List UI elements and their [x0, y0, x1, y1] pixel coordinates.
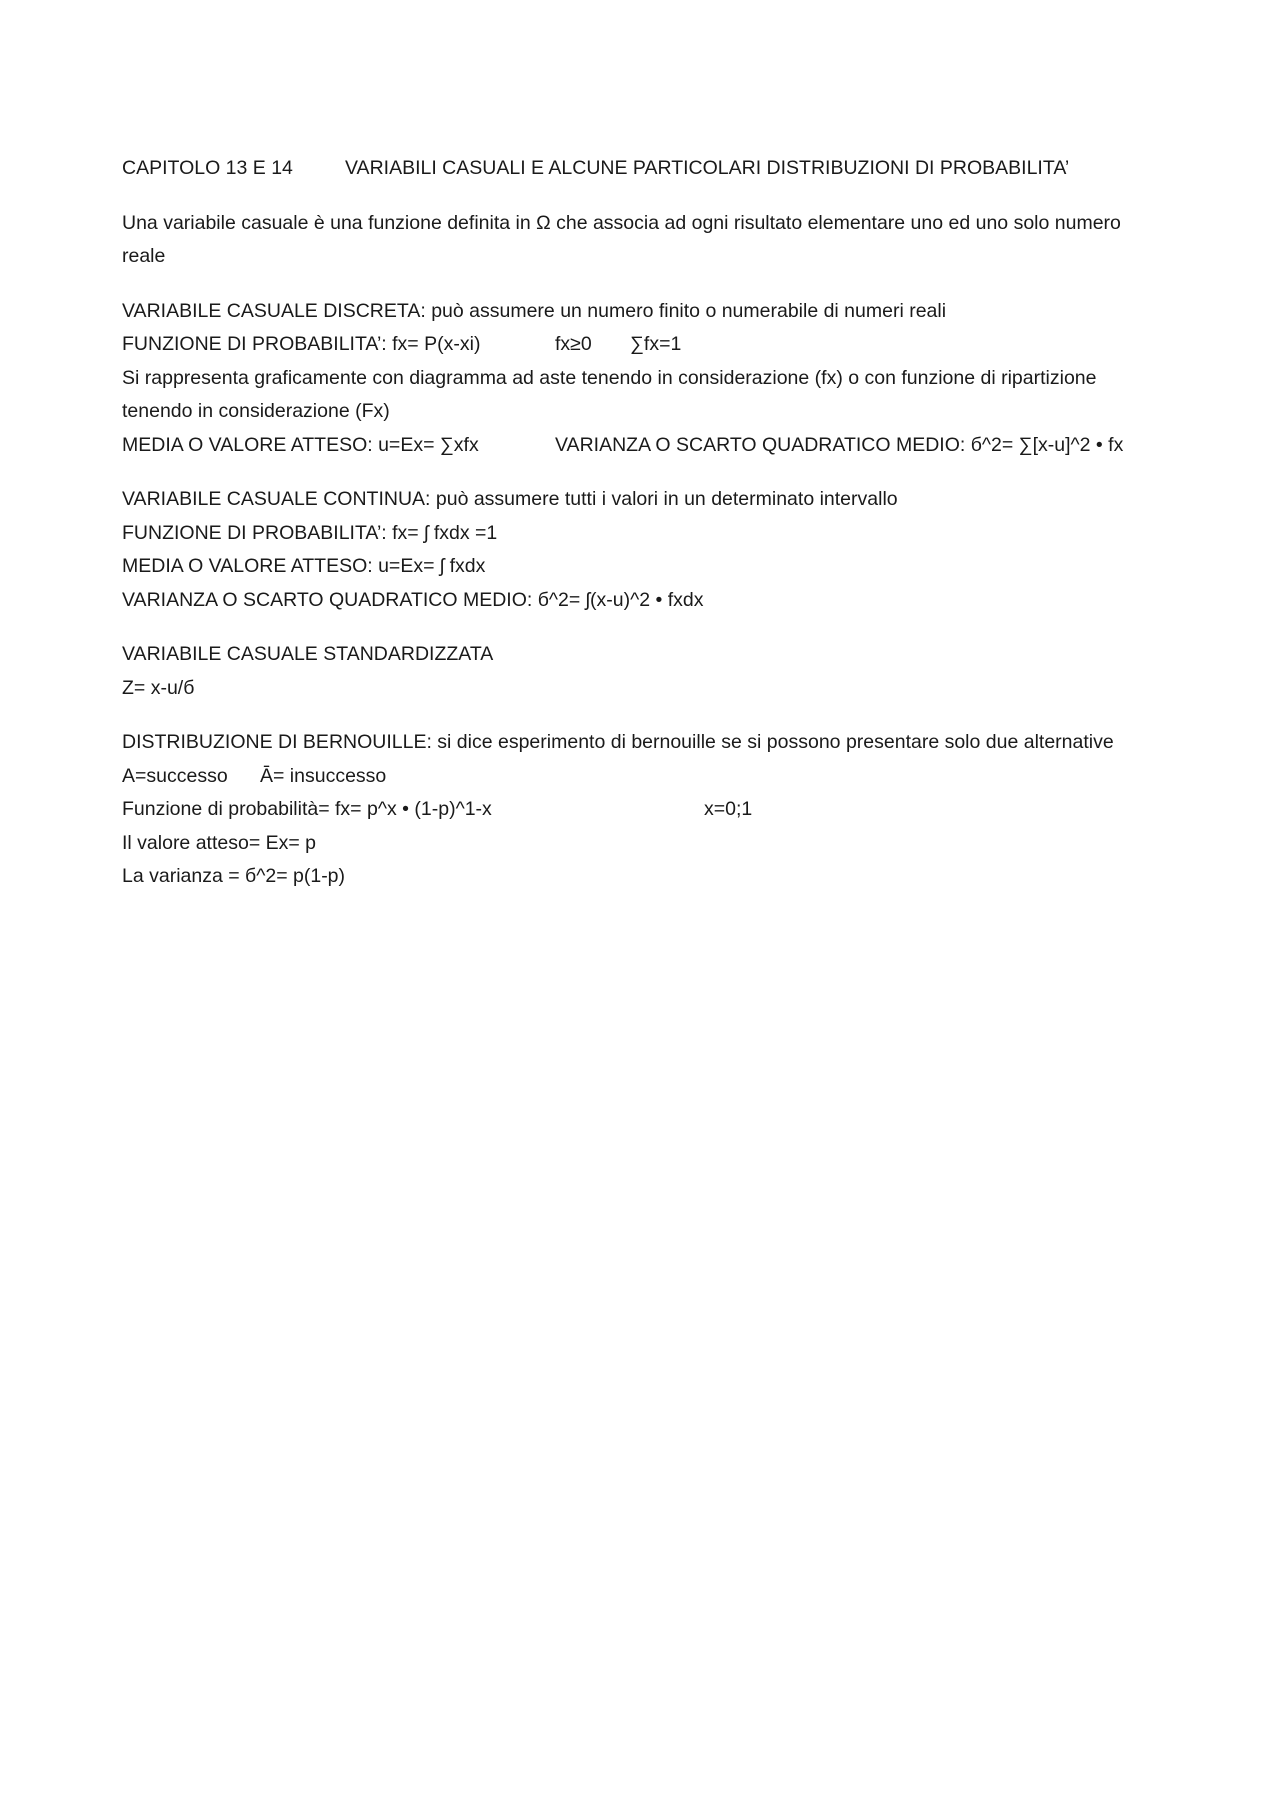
- bernoulli-varianza: La varianza = б^2= p(1-p): [122, 865, 346, 887]
- intro-text: Una variabile casuale è una funzione definita in Ω che associa ad ogni risultato elementare uno ed uno solo numero reale: [122, 211, 1121, 267]
- bernoulli-insuccesso: Ā̄= insuccesso: [260, 764, 387, 787]
- standardizzata-title: VARIABILE CASUALE STANDARDIZZATA: [122, 643, 494, 665]
- section-bernoulli: [122, 726, 1162, 894]
- discreta-definition: VARIABILE CASUALE DISCRETA: può assumere un numero finito o numerabile di numeri reali: [122, 299, 947, 322]
- intro-paragraph: [122, 207, 1162, 274]
- standardizzata-formula: Z= x-u/б: [122, 676, 195, 699]
- section-discreta: [122, 295, 1162, 463]
- chapter-header: [122, 152, 1162, 186]
- section-continua: [122, 483, 1162, 617]
- continua-media: MEDIA O VALORE ATTESO: u=Ex= ʃ fxdx: [122, 555, 486, 577]
- section-standardizzata: [122, 638, 1162, 705]
- bernoulli-funzione: Funzione di probabilità= fx= p^x • (1-p)^1-x: [122, 798, 492, 820]
- discreta-funzione-row: [122, 328, 1162, 362]
- continua-varianza: VARIANZA O SCARTO QUADRATICO MEDIO: б^2= ʃ(x-u)^2 • fxdx: [122, 588, 704, 611]
- bernoulli-dominio: x=0;1: [704, 798, 753, 820]
- discreta-funzione: FUNZIONE DI PROBABILITA’: fx= P(x-xi): [122, 333, 481, 355]
- continua-definition: VARIABILE CASUALE CONTINUA: può assumere tutti i valori in un determinato intervallo: [122, 488, 898, 510]
- discreta-media-row: [122, 429, 1162, 463]
- bernoulli-definition: DISTRIBUZIONE DI BERNOUILLE: si dice esperimento di bernouille se si possono presentare solo due alternative: [122, 731, 1114, 753]
- continua-funzione: FUNZIONE DI PROBABILITA’: fx= ʃ fxdx =1: [122, 521, 498, 544]
- discreta-varianza: VARIANZA O SCARTO QUADRATICO MEDIO: б^2= ∑[x-u]^2 • fx: [555, 433, 1124, 456]
- bernoulli-valore-atteso: Il valore atteso= Ex= p: [122, 831, 317, 854]
- bernoulli-funzione-row: [122, 793, 1162, 827]
- discreta-condition-1: fx≥0: [555, 333, 592, 355]
- document-body: [122, 152, 1162, 915]
- discreta-media: MEDIA O VALORE ATTESO: u=Ex= ∑xfx: [122, 433, 479, 456]
- chapter-number: CAPITOLO 13 E 14: [122, 157, 293, 179]
- chapter-title: VARIABILI CASUALI E ALCUNE PARTICOLARI DISTRIBUZIONI DI PROBABILITA’: [345, 157, 1070, 179]
- bernoulli-successo: A=successo: [122, 764, 228, 787]
- discreta-condition-2: ∑fx=1: [630, 333, 682, 355]
- discreta-graph-text: Si rappresenta graficamente con diagramma ad aste tenendo in considerazione (fx) o con funzione di ripartizione tenendo in considerazione (Fx): [122, 366, 1097, 422]
- bernoulli-outcomes-row: [122, 760, 1162, 794]
